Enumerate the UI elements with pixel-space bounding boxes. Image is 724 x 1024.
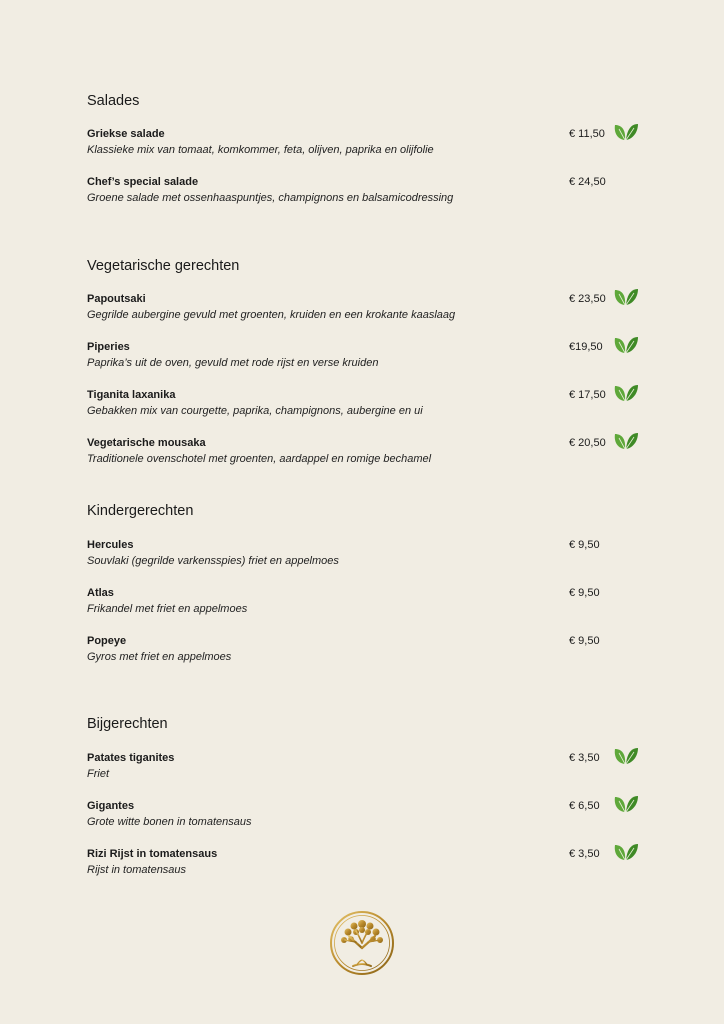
menu-item [87,388,657,422]
leaf-icon [613,794,639,814]
item-price: € 23,50 [569,293,606,305]
menu-item [87,586,657,620]
leaf-icon [613,335,639,355]
section-title: Kindergerechten [87,503,194,519]
menu-item [87,538,657,572]
section-title: Salades [87,93,140,109]
leaf-icon [613,431,639,451]
item-price: € 20,50 [569,437,606,449]
item-description: Souvlaki (gegrilde varkensspies) friet en appelmoes [87,555,339,567]
item-name: Tiganita laxanika [87,389,176,401]
item-description: Grote witte bonen in tomatensaus [87,816,252,828]
item-price: € 11,50 [569,128,605,140]
item-description: Gegrilde aubergine gevuld met groenten, kruiden en een krokante kaaslaag [87,309,456,321]
item-name: Chef’s special salade [87,176,199,188]
section-bijgerechten [87,714,657,876]
item-name: Papoutsaki [87,293,146,305]
item-description: Traditionele ovenschotel met groenten, aardappel en romige bechamel [87,453,432,465]
item-price: € 9,50 [569,635,600,647]
section-salades [87,91,657,204]
leaf-icon [613,122,639,142]
leaf-icon [613,383,639,403]
item-price: € 24,50 [569,176,606,188]
item-price: € 9,50 [569,587,600,599]
section-title: Vegetarische gerechten [87,258,240,274]
item-name: Rizi Rijst in tomatensaus [87,848,218,860]
menu-item [87,436,657,470]
section-vegetarische-gerechten [87,256,657,465]
menu-item [87,292,657,326]
item-description: Frikandel met friet en appelmoes [87,603,248,615]
item-description: Groene salade met ossenhaaspuntjes, champignons en balsamicodressing [87,192,454,204]
menu-item [87,340,657,374]
leaf-icon [613,287,639,307]
item-price: € 17,50 [569,389,606,401]
item-price: €19,50 [569,341,603,353]
item-price: € 3,50 [569,848,600,860]
item-name: Atlas [87,587,114,599]
section-kindergerechten [87,501,657,663]
leaf-icon [613,842,639,862]
item-description: Klassieke mix van tomaat, komkommer, feta, olijven, paprika en olijfolie [87,144,434,156]
item-name: Hercules [87,539,134,551]
item-name: Vegetarische mousaka [87,437,206,449]
section-title: Bijgerechten [87,716,168,732]
item-description: Rijst in tomatensaus [87,864,187,876]
menu-item [87,634,657,668]
item-name: Gigantes [87,800,135,812]
item-name: Popeye [87,635,127,647]
menu-item [87,127,657,161]
item-description: Gebakken mix van courgette, paprika, champignons, aubergine en ui [87,405,423,417]
item-price: € 3,50 [569,752,600,764]
item-price: € 6,50 [569,800,600,812]
item-description: Friet [87,768,109,780]
item-description: Paprika’s uit de oven, gevuld met rode rijst en verse kruiden [87,357,379,369]
menu-item [87,751,657,785]
item-name: Patates tiganites [87,752,175,764]
item-price: € 9,50 [569,539,600,551]
menu-item [87,847,657,881]
tree-logo-icon [329,910,395,976]
item-name: Griekse salade [87,128,165,140]
leaf-icon [613,746,639,766]
item-description: Gyros met friet en appelmoes [87,651,232,663]
menu-item [87,175,657,209]
item-name: Piperies [87,341,130,353]
menu-item [87,799,657,833]
